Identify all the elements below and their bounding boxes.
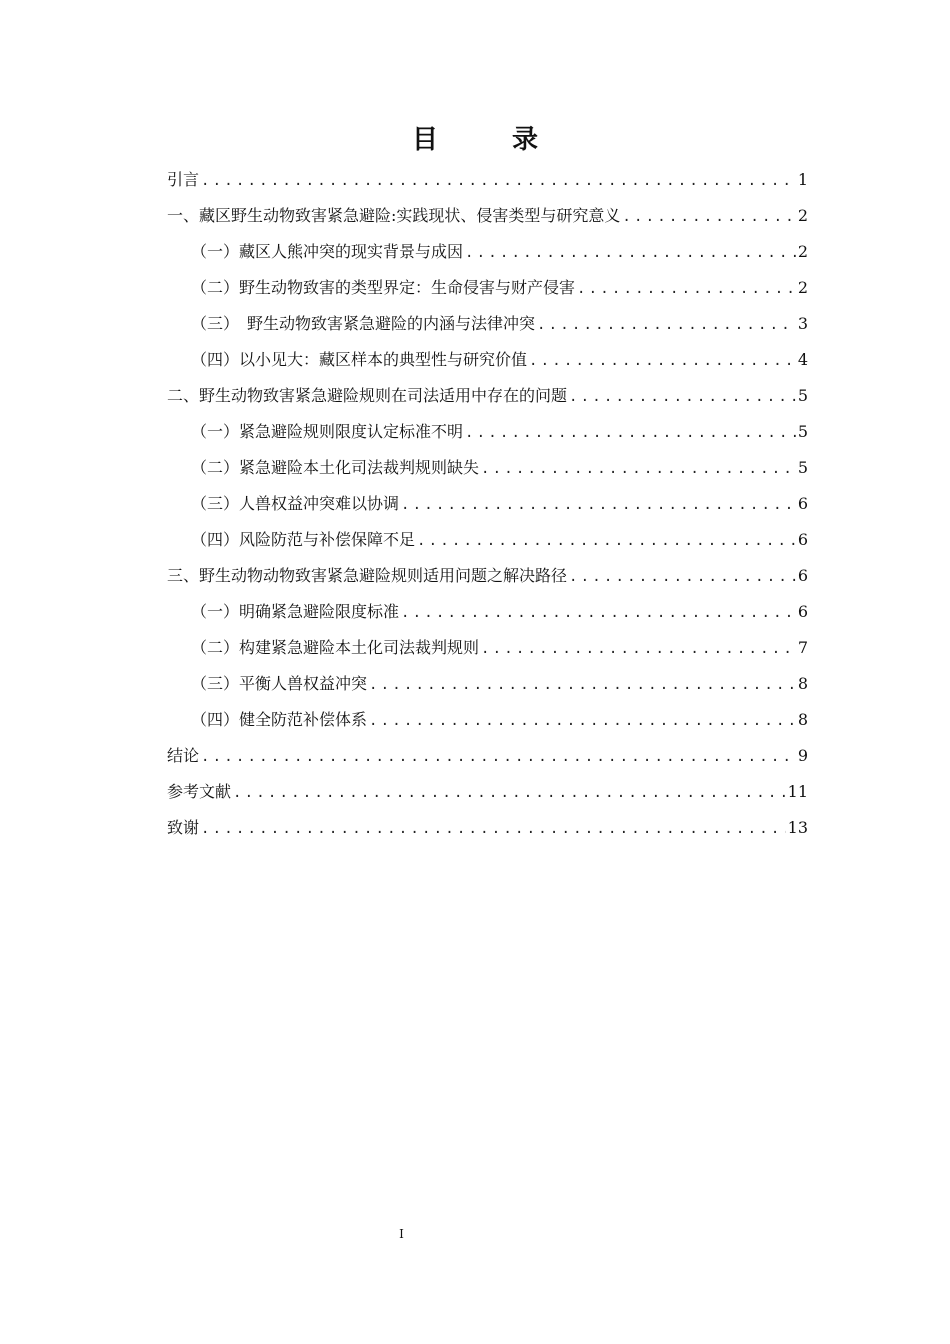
toc-entry-title: （二）野生动物致害的类型界定：生命侵害与财产侵害 (191, 278, 576, 297)
toc-entry[interactable] (167, 198, 808, 234)
toc-entry-title: （四）健全防范补偿体系 (191, 710, 368, 729)
toc-entry-page: 8 (797, 674, 808, 693)
toc-entry-title: （一）紧急避险规则限度认定标准不明 (191, 422, 464, 441)
toc-entry-title: 引言 (167, 170, 200, 189)
toc-entry-title: （四）以小见大：藏区样本的典型性与研究价值 (191, 350, 528, 369)
toc-entry[interactable] (167, 558, 808, 594)
toc-leader-dots (577, 271, 796, 307)
toc-entry[interactable] (167, 414, 808, 450)
toc-entry-title: （三）人兽权益冲突难以协调 (191, 494, 400, 513)
toc-entry-page: 8 (797, 710, 808, 729)
toc-entry[interactable] (167, 234, 808, 270)
toc-entry-title: （四）风险防范与补偿保障不足 (191, 530, 416, 549)
toc-leader-dots (401, 487, 796, 523)
toc-entry-page: 11 (787, 782, 808, 801)
toc-entry-title: 参考文献 (167, 782, 232, 801)
toc-entry[interactable] (167, 450, 808, 486)
toc-entry-title: 二、野生动物致害紧急避险规则在司法适用中存在的问题 (167, 386, 568, 405)
toc-entry-title: 结论 (167, 746, 200, 765)
toc-entry[interactable] (167, 666, 808, 702)
toc-leader-dots (622, 199, 795, 235)
toc-entry[interactable] (167, 594, 808, 630)
toc-entry-page: 3 (797, 314, 808, 333)
toc-entry[interactable] (167, 486, 808, 522)
toc-entry[interactable] (167, 378, 808, 414)
toc-leader-dots (537, 307, 796, 343)
toc-leader-dots (417, 523, 796, 559)
toc-leader-dots (481, 451, 796, 487)
toc-entry[interactable] (167, 738, 808, 774)
toc-entry-page: 4 (797, 350, 808, 369)
toc-leader-dots (465, 235, 796, 271)
toc-entry-page: 13 (787, 818, 808, 837)
toc-entry[interactable] (167, 810, 808, 846)
toc-leader-dots (529, 343, 796, 379)
toc-entry-title: （一）明确紧急避险限度标准 (191, 602, 400, 621)
toc-leader-dots (569, 379, 796, 415)
toc-entry[interactable] (167, 306, 808, 342)
toc-entry-page: 5 (797, 386, 808, 405)
toc-entry[interactable] (167, 270, 808, 306)
toc-entry[interactable] (167, 522, 808, 558)
toc-entry-title: 一、藏区野生动物致害紧急避险:实践现状、侵害类型与研究意义 (167, 206, 621, 225)
toc-leader-dots (465, 415, 796, 451)
table-of-contents (167, 162, 808, 846)
toc-entry[interactable] (167, 774, 808, 810)
toc-entry-page: 2 (797, 206, 808, 225)
toc-leader-dots (369, 667, 796, 703)
toc-entry-page: 1 (797, 170, 808, 189)
toc-entry-page: 2 (797, 278, 808, 297)
toc-entry-title: （二）紧急避险本土化司法裁判规则缺失 (191, 458, 480, 477)
toc-leader-dots (201, 811, 786, 847)
toc-entry-page: 2 (797, 242, 808, 261)
toc-leader-dots (233, 775, 786, 811)
toc-leader-dots (401, 595, 796, 631)
toc-entry[interactable] (167, 702, 808, 738)
toc-entry-page: 9 (797, 746, 808, 765)
toc-entry[interactable] (167, 630, 808, 666)
toc-entry-title: （三） 野生动物致害紧急避险的内涵与法律冲突 (191, 314, 536, 333)
toc-entry-page: 6 (797, 494, 808, 513)
toc-entry[interactable] (167, 162, 808, 198)
toc-entry-title: （二）构建紧急避险本土化司法裁判规则 (191, 638, 480, 657)
toc-entry-page: 5 (797, 458, 808, 477)
toc-entry-title: （三）平衡人兽权益冲突 (191, 674, 368, 693)
toc-entry-page: 6 (797, 566, 808, 585)
toc-title: 目 录 (411, 125, 562, 155)
toc-entry[interactable] (167, 342, 808, 378)
toc-leader-dots (569, 559, 796, 595)
toc-entry-title: （一）藏区人熊冲突的现实背景与成因 (191, 242, 464, 261)
toc-entry-title: 致谢 (167, 818, 200, 837)
toc-entry-page: 5 (797, 422, 808, 441)
toc-entry-title: 三、野生动物动物致害紧急避险规则适用问题之解决路径 (167, 566, 568, 585)
toc-leader-dots (481, 631, 796, 667)
toc-entry-page: 6 (797, 602, 808, 621)
page-number: I (399, 1227, 404, 1241)
toc-entry-page: 7 (797, 638, 808, 657)
toc-leader-dots (201, 163, 796, 199)
toc-leader-dots (369, 703, 796, 739)
toc-leader-dots (201, 739, 796, 775)
toc-entry-page: 6 (797, 530, 808, 549)
